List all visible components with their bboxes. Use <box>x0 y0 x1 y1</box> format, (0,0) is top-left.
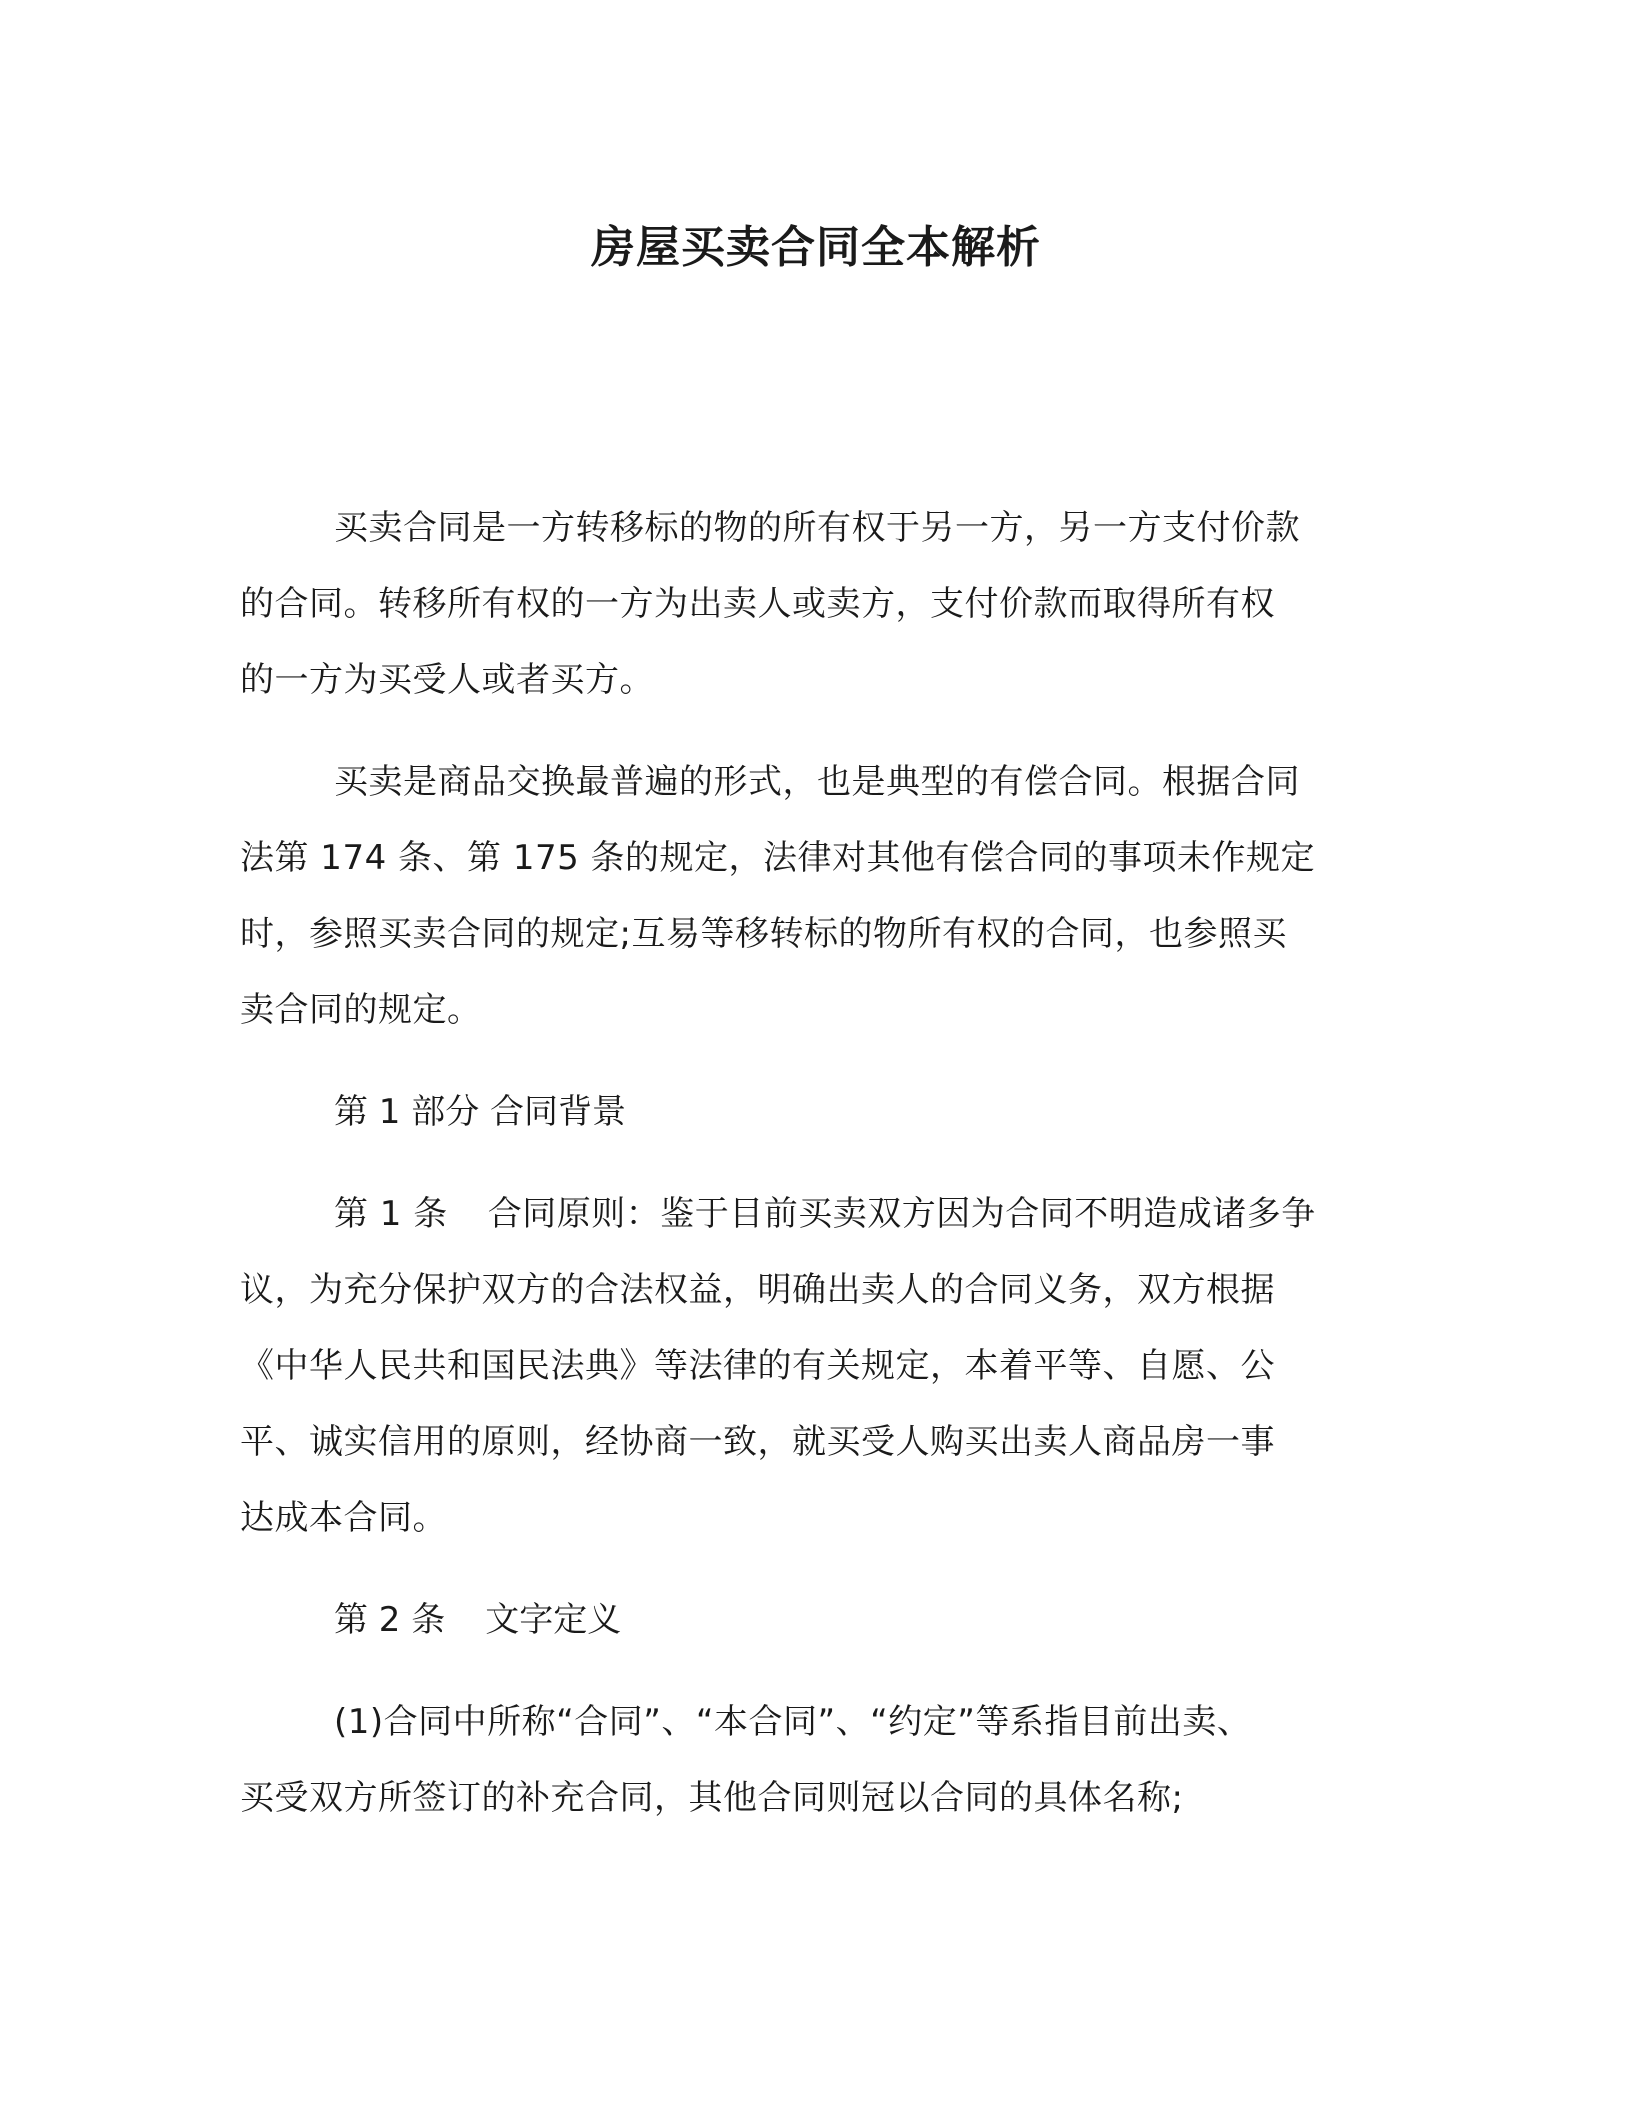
paragraph-line: 时，参照买卖合同的规定;互易等移转标的物所有权的合同，也参照买 <box>240 914 1287 954</box>
paragraph-line: 《中华人民共和国民法典》等法律的有关规定，本着平等、自愿、公 <box>240 1346 1275 1386</box>
article-number: 第 1 条 <box>334 1194 448 1234</box>
part-heading: 第 1 部分 合同背景 <box>334 1092 627 1132</box>
paragraph-line: 平、诚实信用的原则，经协商一致，就买受人购买出卖人商品房一事 <box>240 1422 1275 1462</box>
paragraph-line: 买卖合同是一方转移标的物的所有权于另一方，另一方支付价款 <box>334 508 1300 548</box>
paragraph-line: 卖合同的规定。 <box>240 990 482 1030</box>
article-title: 文字定义 <box>485 1600 622 1640</box>
paragraph-line: 买受双方所签订的补充合同，其他合同则冠以合同的具体名称; <box>240 1778 1184 1818</box>
article-1 <box>240 1176 1410 1556</box>
article-2-heading <box>240 1582 1410 1658</box>
paragraph-line: (1)合同中所称“合同”、“本合同”、“约定”等系指目前出卖、 <box>334 1702 1252 1742</box>
clause-1 <box>240 1684 1410 1836</box>
paragraph-line: 达成本合同。 <box>240 1498 447 1538</box>
paragraph-legal-basis <box>240 744 1410 1048</box>
paragraph-definition <box>240 490 1410 718</box>
article-text: 合同原则：鉴于目前买卖双方因为合同不明造成诸多争 <box>487 1194 1316 1234</box>
article-number: 第 2 条 <box>334 1600 446 1640</box>
paragraph-line: 议，为充分保护双方的合法权益，明确出卖人的合同义务，双方根据 <box>240 1270 1275 1310</box>
paragraph-line: 法第 174 条、第 175 条的规定，法律对其他有偿合同的事项未作规定 <box>240 838 1316 878</box>
document-body <box>240 490 1410 1862</box>
paragraph-line: 的合同。转移所有权的一方为出卖人或卖方，支付价款而取得所有权 <box>240 584 1275 624</box>
paragraph-line: 的一方为买受人或者买方。 <box>240 660 654 700</box>
paragraph-line: 买卖是商品交换最普遍的形式，也是典型的有偿合同。根据合同 <box>334 762 1300 802</box>
document-title: 房屋买卖合同全本解析 <box>591 222 1041 273</box>
article-1-first-line <box>240 1176 1410 1252</box>
